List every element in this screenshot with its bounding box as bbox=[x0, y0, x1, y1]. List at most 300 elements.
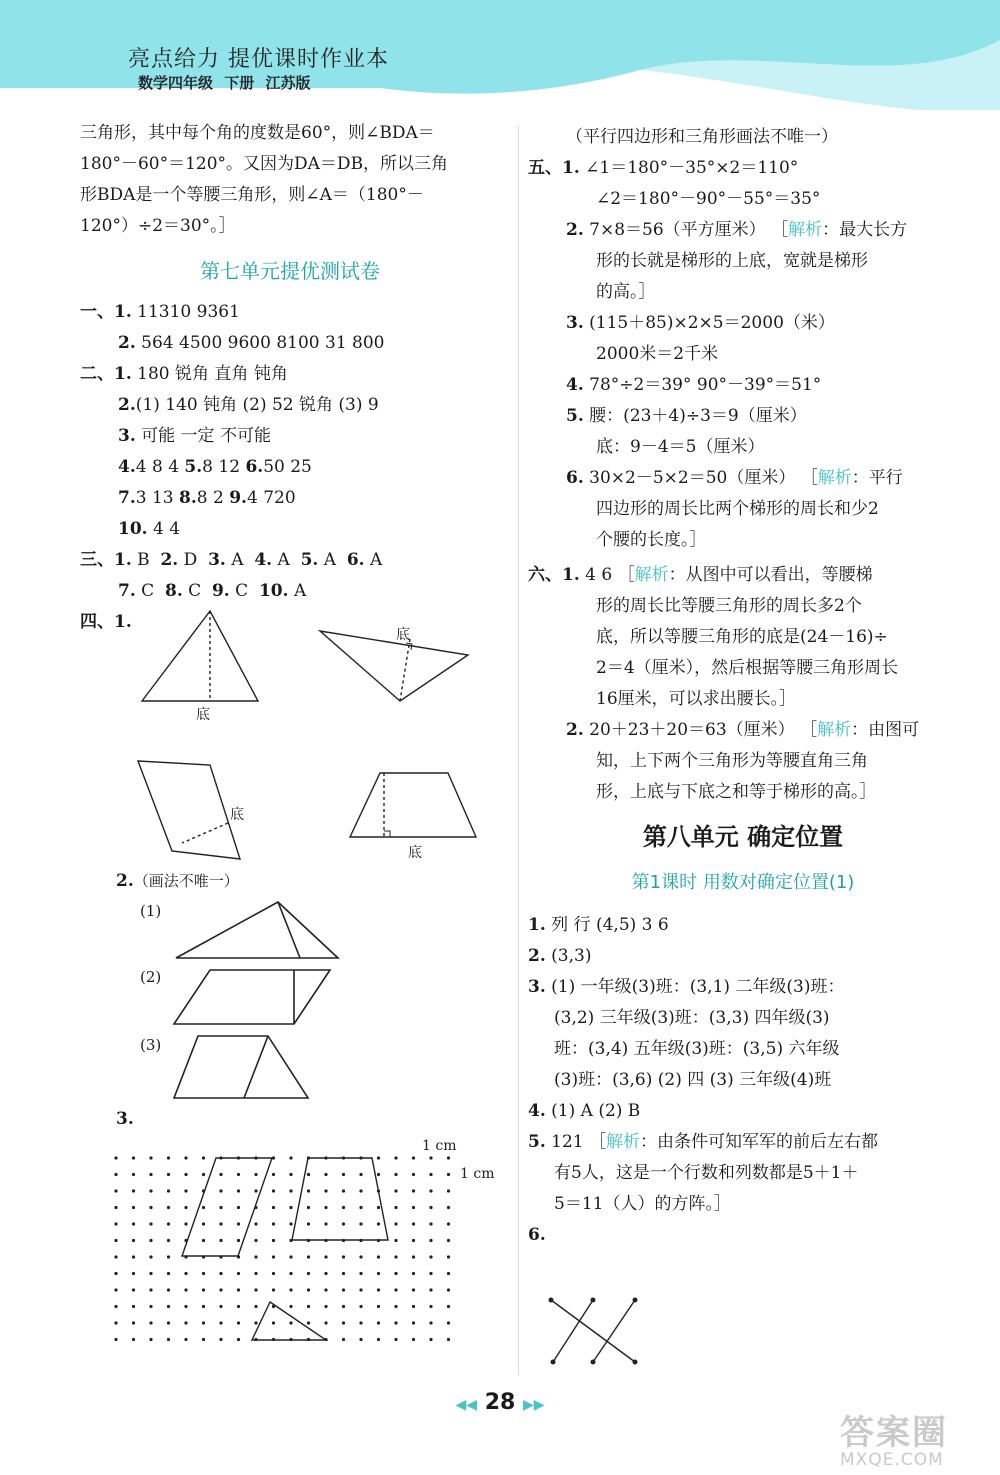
grid-dot bbox=[237, 1305, 240, 1308]
grid-dot bbox=[202, 1288, 205, 1291]
grid-dot bbox=[132, 1222, 135, 1225]
parallelogram-figure bbox=[138, 761, 240, 859]
grid-dot bbox=[132, 1156, 135, 1159]
grid-dot bbox=[202, 1338, 205, 1341]
grid-dot bbox=[202, 1239, 205, 1242]
watermark-bottom: MXQE.COM bbox=[840, 1450, 944, 1470]
grid-dot bbox=[272, 1255, 275, 1258]
dot-grid-figure bbox=[110, 1130, 510, 1375]
answer: A bbox=[293, 581, 307, 601]
note-text: （画法不唯一） bbox=[133, 872, 239, 890]
grid-dot bbox=[219, 1272, 222, 1275]
combined-shapes-figures bbox=[168, 898, 348, 1108]
watermark-top: 答案圈 bbox=[840, 1413, 948, 1453]
grid-dot bbox=[289, 1255, 292, 1258]
answer: A bbox=[369, 550, 383, 570]
grid-dot bbox=[114, 1206, 117, 1209]
q-label: 7. bbox=[118, 488, 136, 508]
book-subtitle: 数学四年级 下册 江苏版 bbox=[138, 74, 311, 92]
triangles-figure bbox=[176, 902, 338, 958]
trapezoid-figure bbox=[350, 773, 476, 837]
grid-dot bbox=[167, 1189, 170, 1192]
grid-dot bbox=[114, 1239, 117, 1242]
grid-dot bbox=[324, 1173, 327, 1176]
grid-dot bbox=[394, 1288, 397, 1291]
grid-dot bbox=[412, 1222, 415, 1225]
grid-dot bbox=[359, 1305, 362, 1308]
grid-dot bbox=[307, 1222, 310, 1225]
answer: ：平行 bbox=[851, 468, 903, 488]
grid-dot bbox=[324, 1288, 327, 1291]
grid-dot bbox=[149, 1321, 152, 1324]
q-label: 一、1. bbox=[80, 302, 132, 322]
grid-dot bbox=[447, 1156, 450, 1159]
grid-dot bbox=[429, 1206, 432, 1209]
grid-dots bbox=[114, 1156, 450, 1341]
grid-dot bbox=[429, 1239, 432, 1242]
answer: (1) 一年级(3)班：(3,1) 二年级(3)班： bbox=[551, 977, 845, 997]
grid-dot bbox=[429, 1222, 432, 1225]
answer: (1) 140 钝角 (2) 52 锐角 (3) 9 bbox=[135, 395, 379, 415]
grid-dot bbox=[219, 1321, 222, 1324]
grid-dot bbox=[272, 1206, 275, 1209]
grid-dot bbox=[377, 1156, 380, 1159]
grid-dot bbox=[412, 1156, 415, 1159]
q-label: 6. bbox=[528, 1225, 546, 1245]
grid-dot bbox=[114, 1272, 117, 1275]
grid-dot bbox=[377, 1288, 380, 1291]
q-label: 3. bbox=[528, 977, 546, 997]
left-arrows-icon: ◀◀ bbox=[455, 1397, 478, 1413]
grid-dot bbox=[202, 1305, 205, 1308]
answer: A bbox=[323, 550, 337, 570]
answer: 班：(3,4) 五年级(3)班：(3,5) 六年级 bbox=[554, 1039, 840, 1059]
grid-dot bbox=[447, 1206, 450, 1209]
grid-dot bbox=[447, 1173, 450, 1176]
grid-dot bbox=[149, 1255, 152, 1258]
grid-dot bbox=[132, 1206, 135, 1209]
part-label: (3) bbox=[140, 1036, 162, 1054]
grid-dot bbox=[132, 1321, 135, 1324]
grid-dot bbox=[377, 1173, 380, 1176]
grid-dot bbox=[394, 1239, 397, 1242]
answer: 底，所以等腰三角形的底是(24－16)÷ bbox=[596, 627, 888, 647]
grid-dot bbox=[324, 1272, 327, 1275]
q-label: 3. bbox=[208, 550, 226, 570]
grid-dot bbox=[377, 1338, 380, 1341]
grid-dot bbox=[184, 1156, 187, 1159]
q-label: 8. bbox=[179, 488, 197, 508]
base-label: 底 bbox=[396, 627, 410, 643]
base-label: 底 bbox=[408, 845, 422, 861]
q-label: 四、1. bbox=[80, 612, 132, 632]
grid-dot bbox=[289, 1156, 292, 1159]
grid-dot bbox=[219, 1206, 222, 1209]
grid-dot bbox=[324, 1189, 327, 1192]
answer: (3)班：(3,6) (2) 四 (3) 三年级(4)班 bbox=[554, 1070, 832, 1090]
obtuse-triangle-figure bbox=[320, 631, 468, 701]
answer: 知，上下两个三角形为等腰直角三角 bbox=[596, 751, 868, 771]
grid-dot bbox=[429, 1189, 432, 1192]
grid-dot bbox=[219, 1338, 222, 1341]
answer: 50 25 bbox=[263, 457, 312, 477]
grid-dot bbox=[447, 1272, 450, 1275]
grid-dot bbox=[359, 1338, 362, 1341]
grid-dot bbox=[254, 1222, 257, 1225]
analysis-tag: 解析 bbox=[817, 468, 852, 488]
grid-dot bbox=[149, 1338, 152, 1341]
grid-dot bbox=[394, 1272, 397, 1275]
unit-label: 1 cm bbox=[460, 1166, 495, 1182]
answer: 30×2－5×2＝50（厘米） bbox=[589, 468, 796, 488]
answer: 121 bbox=[551, 1132, 584, 1152]
q-label: 2. bbox=[566, 220, 584, 240]
answer: A bbox=[231, 550, 244, 570]
watermark bbox=[840, 1405, 948, 1470]
grid-dot bbox=[429, 1255, 432, 1258]
grid-dot bbox=[167, 1255, 170, 1258]
answer: 4 8 4 bbox=[135, 457, 180, 477]
grid-dot bbox=[289, 1305, 292, 1308]
answer: C bbox=[188, 581, 202, 601]
lesson-title: 第1课时 用数对确定位置(1) bbox=[631, 872, 855, 893]
grid-dot bbox=[132, 1305, 135, 1308]
grid-dot bbox=[254, 1288, 257, 1291]
grid-dot bbox=[254, 1173, 257, 1176]
grid-dot bbox=[412, 1206, 415, 1209]
grid-dot bbox=[412, 1272, 415, 1275]
triangle-figure bbox=[142, 611, 258, 701]
grid-dot bbox=[289, 1189, 292, 1192]
grid-dot bbox=[359, 1272, 362, 1275]
grid-dot bbox=[324, 1321, 327, 1324]
grid-dot bbox=[377, 1206, 380, 1209]
grid-dot bbox=[149, 1189, 152, 1192]
grid-dot bbox=[307, 1206, 310, 1209]
carry-line: 120°）÷2＝30°。］ bbox=[80, 216, 236, 236]
book-title: 亮点给力 提优课时作业本 bbox=[128, 47, 389, 72]
grid-dot bbox=[237, 1206, 240, 1209]
grid-dot bbox=[254, 1239, 257, 1242]
unit-title: 第八单元 确定位置 bbox=[642, 823, 844, 851]
q-label: 六、1. bbox=[528, 565, 580, 585]
analysis-tag: 解析 bbox=[788, 220, 823, 240]
grid-dot bbox=[359, 1189, 362, 1192]
crossed-lines-figure bbox=[545, 1290, 645, 1370]
grid-dot bbox=[167, 1222, 170, 1225]
trapezoid-split-figure bbox=[174, 1036, 308, 1098]
grid-dot bbox=[167, 1156, 170, 1159]
answer: (3,2) 三年级(3)班：(3,3) 四年级(3) bbox=[554, 1008, 830, 1028]
grid-dot bbox=[307, 1189, 310, 1192]
grid-dot bbox=[272, 1189, 275, 1192]
grid-dot bbox=[394, 1222, 397, 1225]
grid-dot bbox=[429, 1173, 432, 1176]
grid-dot bbox=[237, 1173, 240, 1176]
grid-dot bbox=[272, 1222, 275, 1225]
grid-dot bbox=[394, 1173, 397, 1176]
grid-dot bbox=[219, 1189, 222, 1192]
answer: (3,3) bbox=[551, 946, 592, 966]
grid-dot bbox=[359, 1321, 362, 1324]
grid-dot bbox=[412, 1288, 415, 1291]
answer: D bbox=[183, 550, 198, 570]
grid-dot bbox=[289, 1222, 292, 1225]
parallelogram-split-figure bbox=[174, 970, 330, 1024]
answer: 7×8＝56（平方厘米） bbox=[589, 220, 766, 240]
grid-dot bbox=[289, 1173, 292, 1176]
grid-dot bbox=[342, 1338, 345, 1341]
grid-dot bbox=[307, 1255, 310, 1258]
grid-dot bbox=[342, 1189, 345, 1192]
grid-dot bbox=[377, 1255, 380, 1258]
grid-dot bbox=[237, 1338, 240, 1341]
q-label: 5. bbox=[528, 1132, 546, 1152]
answer: 4 6 bbox=[585, 565, 613, 585]
grid-dot bbox=[272, 1239, 275, 1242]
q-label: 3. bbox=[118, 426, 136, 446]
grid-dot bbox=[114, 1173, 117, 1176]
grid-dot bbox=[394, 1189, 397, 1192]
answer: 列 行 (4,5) 3 6 bbox=[551, 915, 669, 935]
grid-dot bbox=[167, 1206, 170, 1209]
grid-dot bbox=[202, 1156, 205, 1159]
carry-line: 180°－60°＝120°。又因为DA＝DB，所以三角 bbox=[80, 154, 449, 174]
grid-dot bbox=[307, 1321, 310, 1324]
grid-dot bbox=[219, 1288, 222, 1291]
page-number: 28 bbox=[484, 1390, 516, 1415]
grid-dot bbox=[324, 1206, 327, 1209]
grid-dot bbox=[167, 1288, 170, 1291]
answer: 5＝11（人）的方阵。］ bbox=[554, 1194, 731, 1214]
grid-dot bbox=[132, 1272, 135, 1275]
grid-dot bbox=[412, 1255, 415, 1258]
answer: (115＋85)×2×5＝2000（米） bbox=[589, 313, 835, 333]
grid-dot bbox=[394, 1156, 397, 1159]
carry-line: 三角形，其中每个角的度数是60°，则∠BDA＝ bbox=[80, 123, 435, 143]
grid-dot bbox=[447, 1305, 450, 1308]
grid-dot bbox=[219, 1173, 222, 1176]
answer: ∠2＝180°－90°－55°＝35° bbox=[596, 189, 821, 209]
q-label: 9. bbox=[229, 488, 247, 508]
answer: 的高。］ bbox=[596, 282, 656, 302]
grid-dot bbox=[114, 1156, 117, 1159]
grid-dot bbox=[184, 1338, 187, 1341]
grid-dot bbox=[377, 1321, 380, 1324]
grid-dot bbox=[342, 1206, 345, 1209]
grid-dot bbox=[237, 1272, 240, 1275]
grid-dot bbox=[289, 1206, 292, 1209]
grid-dot bbox=[219, 1305, 222, 1308]
grid-dot bbox=[412, 1321, 415, 1324]
grid-dot bbox=[394, 1206, 397, 1209]
grid-dot bbox=[114, 1338, 117, 1341]
q-label: 五、1. bbox=[528, 158, 580, 178]
answer: A bbox=[277, 550, 290, 570]
answer: ：由图可 bbox=[851, 720, 920, 740]
grid-dot bbox=[149, 1272, 152, 1275]
grid-dot bbox=[394, 1255, 397, 1258]
grid-dot bbox=[394, 1338, 397, 1341]
base-label: 底 bbox=[230, 807, 244, 823]
answer: 564 4500 9600 8100 31 800 bbox=[141, 333, 385, 353]
answer: C bbox=[235, 581, 249, 601]
q-label: 2. bbox=[528, 946, 546, 966]
grid-dot bbox=[307, 1272, 310, 1275]
grid-dot bbox=[447, 1189, 450, 1192]
answer: 底：9－4＝5（厘米） bbox=[596, 437, 765, 457]
grid-dot bbox=[132, 1338, 135, 1341]
answer: 2＝4（厘米），然后根据等腰三角形周长 bbox=[596, 658, 899, 678]
grid-dot bbox=[429, 1288, 432, 1291]
answer: 8 2 bbox=[196, 488, 224, 508]
q-label: 6. bbox=[566, 468, 584, 488]
grid-dot bbox=[429, 1338, 432, 1341]
q-label: 7. bbox=[118, 581, 136, 601]
grid-dot bbox=[412, 1305, 415, 1308]
grid-dot bbox=[202, 1206, 205, 1209]
grid-dot bbox=[359, 1288, 362, 1291]
q-label: 4. bbox=[118, 457, 136, 477]
grid-dot bbox=[447, 1255, 450, 1258]
grid-dot bbox=[167, 1305, 170, 1308]
q-label: 10. bbox=[258, 581, 289, 601]
answer: 形，上底与下底之和等于梯形的高。］ bbox=[596, 782, 877, 802]
analysis-tag: 解析 bbox=[634, 565, 669, 585]
grid-dot bbox=[272, 1272, 275, 1275]
grid-dot bbox=[132, 1239, 135, 1242]
answer: 4 4 bbox=[152, 519, 181, 539]
grid-dot bbox=[202, 1173, 205, 1176]
answer: B bbox=[137, 550, 150, 570]
grid-dot bbox=[202, 1272, 205, 1275]
q-label: 6. bbox=[346, 550, 365, 570]
q-label: 2. bbox=[566, 720, 584, 740]
part-label: (2) bbox=[140, 968, 162, 986]
grid-dot bbox=[342, 1305, 345, 1308]
analysis-tag: 解析 bbox=[606, 1132, 641, 1152]
grid-dot bbox=[237, 1288, 240, 1291]
grid-dot bbox=[412, 1189, 415, 1192]
grid-dot bbox=[289, 1321, 292, 1324]
grid-dot bbox=[219, 1239, 222, 1242]
grid-dot bbox=[149, 1156, 152, 1159]
q-label: 1. bbox=[114, 550, 132, 570]
grid-dot bbox=[237, 1239, 240, 1242]
grid-dot bbox=[359, 1222, 362, 1225]
answer: ：从图中可以看出，等腰梯 bbox=[668, 565, 873, 585]
grid-dot bbox=[254, 1321, 257, 1324]
grid-dot bbox=[359, 1255, 362, 1258]
left-column bbox=[80, 118, 500, 638]
part-label: (1) bbox=[140, 902, 162, 920]
grid-dot bbox=[429, 1305, 432, 1308]
grid-dot bbox=[272, 1288, 275, 1291]
grid-dot bbox=[149, 1305, 152, 1308]
grid-dot bbox=[202, 1321, 205, 1324]
answer: 8 12 bbox=[202, 457, 241, 477]
q-label: 4. bbox=[566, 375, 584, 395]
q-label: 2. bbox=[116, 871, 134, 891]
grid-dot bbox=[307, 1305, 310, 1308]
answer: C bbox=[141, 581, 155, 601]
grid-dot bbox=[149, 1173, 152, 1176]
grid-dot bbox=[342, 1222, 345, 1225]
q-label: 2. bbox=[118, 333, 136, 353]
grid-dot bbox=[237, 1189, 240, 1192]
grid-dot bbox=[149, 1222, 152, 1225]
answer: 可能 一定 不可能 bbox=[141, 426, 271, 446]
grid-dot bbox=[342, 1173, 345, 1176]
base-label: 底 bbox=[196, 707, 210, 723]
grid-dot bbox=[114, 1305, 117, 1308]
grid-dot bbox=[149, 1206, 152, 1209]
grid-dot bbox=[342, 1288, 345, 1291]
grid-dot bbox=[114, 1255, 117, 1258]
grid-dot bbox=[429, 1272, 432, 1275]
drawn-parallelogram bbox=[182, 1158, 272, 1256]
grid-dot bbox=[149, 1239, 152, 1242]
grid-dot bbox=[202, 1222, 205, 1225]
grid-dot bbox=[412, 1239, 415, 1242]
grid-dot bbox=[324, 1305, 327, 1308]
grid-dot bbox=[412, 1173, 415, 1176]
answer: 3 13 bbox=[135, 488, 174, 508]
answer: ∠1＝180°－35°×2＝110° bbox=[585, 158, 799, 178]
section-title: 第七单元提优测试卷 bbox=[200, 259, 380, 283]
grid-dot bbox=[114, 1189, 117, 1192]
q-label: 5. bbox=[566, 406, 584, 426]
answer: 个腰的长度。］ bbox=[596, 530, 707, 550]
grid-dot bbox=[167, 1338, 170, 1341]
grid-dot bbox=[394, 1321, 397, 1324]
grid-dot bbox=[254, 1272, 257, 1275]
right-column: （平行四边形和三角形画法不唯一） 五、1. ∠1＝180°－35°×2＝110° ∠2＝180°－90°－55°＝35° 2. 7×8＝56（平方厘米） ［解析：最大长方 形的长就是梯形的上底，宽就是梯形 的高。］ 3. (115＋85)×2×5＝2000（米） 2000米＝2千米 4. 78°÷2＝39° 90°－39°＝51° 5. 腰：(23＋4)÷3＝9（厘米） 底：9－4＝5（厘米） 6. 30×2－5×2＝50（厘米） ［解析：平行 四边形的周长比两个梯形的周长和少2 个腰的长度。］ 六、1. 4 6 ［解析：从图中可以看出，等腰梯 形的周长比等腰三角形的周长多2个 底，所以等腰三角形的底是(24－16)÷ 2＝4（厘米），然后根据等腰三角形周长 16厘米，可以求出腰长。］ 2. 20＋23＋20＝63（厘米） ［解析：由图可 知，上下两个三角形为等腰直角三角 形，上底与下底之和等于梯形的高。］ 第八单元 确定位置 第1课时 用数对确定位置(1) 1. 列 行 (4,5) 3 6 2. (3,3) 3. (1) 一年级(3)班：(3,1) 二年级(3)班： (3,2) 三年级(3)班：(3,3) 四年级(3) 班：(3,4) 五年级(3)班：(3,5) 六年级 (3)班：(3,6) (2) 四 (3) 三年级(4)班 4. (1) A (2) B 5. 121 ［解析：由条件可知军军的前后左右都 有5人，这是一个行数和列数都是5＋1＋ 5＝11（人）的方阵。］ 6. bbox=[528, 122, 958, 1251]
q-label: 二、1. bbox=[80, 364, 132, 384]
column-divider bbox=[518, 125, 519, 1375]
grid-dot bbox=[184, 1189, 187, 1192]
grid-dot bbox=[132, 1173, 135, 1176]
q-label: 2. bbox=[160, 550, 179, 570]
q-label: 9. bbox=[211, 581, 230, 601]
grid-dot bbox=[429, 1321, 432, 1324]
grid-dot bbox=[114, 1321, 117, 1324]
grid-dot bbox=[184, 1272, 187, 1275]
grid-dot bbox=[167, 1272, 170, 1275]
grid-dot bbox=[377, 1222, 380, 1225]
grid-dot bbox=[184, 1288, 187, 1291]
answer: 四边形的周长比两个梯形的周长和少2 bbox=[596, 499, 879, 519]
grid-dot bbox=[219, 1222, 222, 1225]
answer: 形的周长比等腰三角形的周长多2个 bbox=[596, 596, 862, 616]
grid-dot bbox=[324, 1222, 327, 1225]
q-label: 三、 bbox=[80, 550, 114, 570]
q-label: 1. bbox=[528, 915, 546, 935]
grid-dot bbox=[342, 1321, 345, 1324]
height-drawing-figures bbox=[130, 605, 490, 870]
unit-label: 1 cm bbox=[422, 1138, 457, 1154]
q-label: 10. bbox=[118, 519, 148, 539]
analysis-tag: 解析 bbox=[817, 720, 852, 740]
grid-dot bbox=[394, 1305, 397, 1308]
answer: 2000米＝2千米 bbox=[596, 344, 719, 364]
grid-dot bbox=[237, 1222, 240, 1225]
q-label: 3. bbox=[566, 313, 584, 333]
grid-dot bbox=[184, 1305, 187, 1308]
grid-dot bbox=[272, 1173, 275, 1176]
grid-dot bbox=[377, 1272, 380, 1275]
q-label: 5. bbox=[300, 550, 319, 570]
